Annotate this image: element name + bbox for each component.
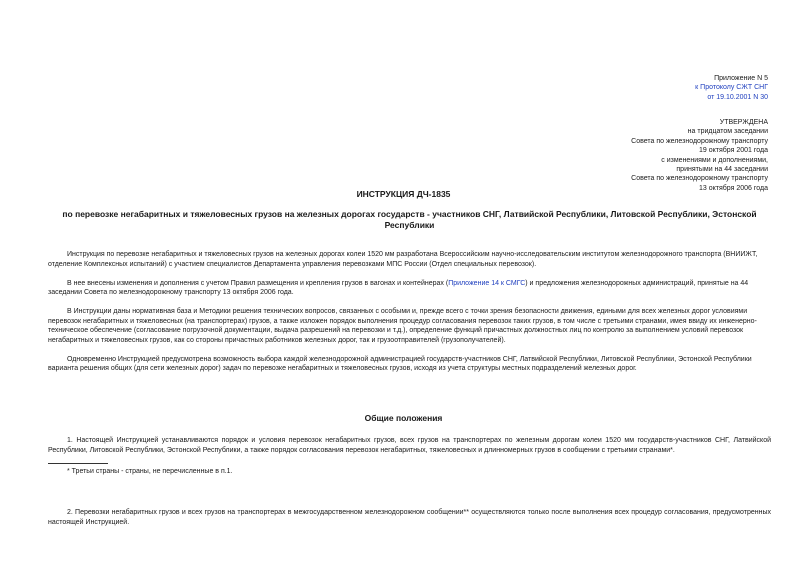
- appendix-reference: [695, 74, 768, 102]
- approval-line: Совета по железнодорожному транспорту: [631, 175, 768, 183]
- smgs-appendix-link[interactable]: Приложение 14 к СМГС: [448, 279, 526, 287]
- amendments-text: В нее внесены изменения и дополнения с учетом Правил размещения и крепления грузов в вагонах и контейнерах (: [67, 279, 449, 287]
- document-subtitle: по перевозке негабаритных и тяжеловесных грузов на железных дорогах государств - участников СНГ, Латвийской Республики, Литовской Республики, Эстонской Республики: [62, 209, 757, 230]
- section-heading: Общие положения: [364, 413, 443, 423]
- intro-paragraph: Одновременно Инструкцией предусмотрена возможность выбора каждой железнодорожной администрацией государств-участников СНГ, Латвийской Республики, Литовской Республики, Эстонской Республики варианта решения общих (для сети железных дорог) задач по перевозке негабаритных и тяжеловесных грузов, исходя из учета структуры местных подразделений железных дорог.: [48, 355, 752, 372]
- protocol-date-link[interactable]: от 19.10.2001 N 30: [707, 93, 768, 101]
- amendments-text-end: ) и предложения железнодорожных администраций, принятые на 44 заседании Совета по железнодорожному транспорту 13 октября 2006 года.: [48, 279, 749, 296]
- clause-2: 2. Перевозки негабаритных грузов и всех грузов на транспортерах в межгосударственном железнодорожном сообщении** осуществляются только после выполнения всех процедур согласования, предусмотренных настоящей Инструкцией.: [48, 509, 771, 526]
- footnote: * Третьи страны - страны, не перечисленные в п.1.: [67, 468, 233, 475]
- approval-block: [631, 118, 768, 193]
- intro-paragraph: В Инструкции даны нормативная база и Методики решения технических вопросов, связанных с особыми и, прежде всего с точки зрения безопасности движения, едиными для всех железных дорог условиями перевозок негабаритных и тяжеловесных (на транспортерах) грузов, а также изложен порядок выполнения процедур согласования перевозок таких грузов, в том числе с третьими странами, имея ввиду их инженерно-техническое обеспечение (согласование погрузочной документации, выдача разрешений на перевозки и т.д.), определение функций причастных должностных лиц по контролю за выполнением условий перевозок негабаритных и тяжеловесных грузов, как со стороны причастных работников железных дорог, так и грузоотправителей (грузополучателей).: [48, 308, 757, 344]
- appendix-number: Приложение N 5: [714, 75, 768, 82]
- approval-line: 19 октября 2001 года: [699, 147, 768, 155]
- protocol-link[interactable]: к Протоколу СЖТ СНГ: [695, 84, 768, 92]
- approval-heading: УТВЕРЖДЕНА: [719, 119, 768, 126]
- intro-section: [48, 250, 771, 383]
- clause-1: 1. Настоящей Инструкцией устанавливаются порядок и условия перевозок негабаритных грузов, всех грузов на транспортерах по железным дорогам колеи 1520 мм государств-участников СНГ, Латвийской Республики, Литовской Республики, Эстонской Республики, а также порядок согласования перевозок негабаритных, тяжеловесных и длинномерных грузов в сообщении с третьими странами*.: [48, 437, 771, 454]
- approval-line: Совета по железнодорожному транспорту: [631, 137, 768, 145]
- intro-paragraph: Инструкция по перевозке негабаритных и тяжеловесных грузов на железных дорогах колеи 1520 мм разработана Всероссийским научно-исследовательским институтом железнодорожного транспорта (ВНИИЖТ, отделение Комплексных испытаний) с участием специалистов Департамента управления перевозками МПС России (Отдел специальных перевозок).: [48, 251, 758, 268]
- approval-line: с изменениями и дополнениями,: [661, 156, 768, 164]
- document-title: ИНСТРУКЦИЯ ДЧ-1835: [356, 189, 451, 199]
- intro-paragraph-amendments: [48, 279, 771, 298]
- approval-line: 13 октября 2006 года: [699, 184, 768, 192]
- footnote-divider: [48, 463, 108, 464]
- approval-line: принятыми на 44 заседании: [676, 166, 768, 174]
- approval-line: на тридцатом заседании: [687, 128, 768, 136]
